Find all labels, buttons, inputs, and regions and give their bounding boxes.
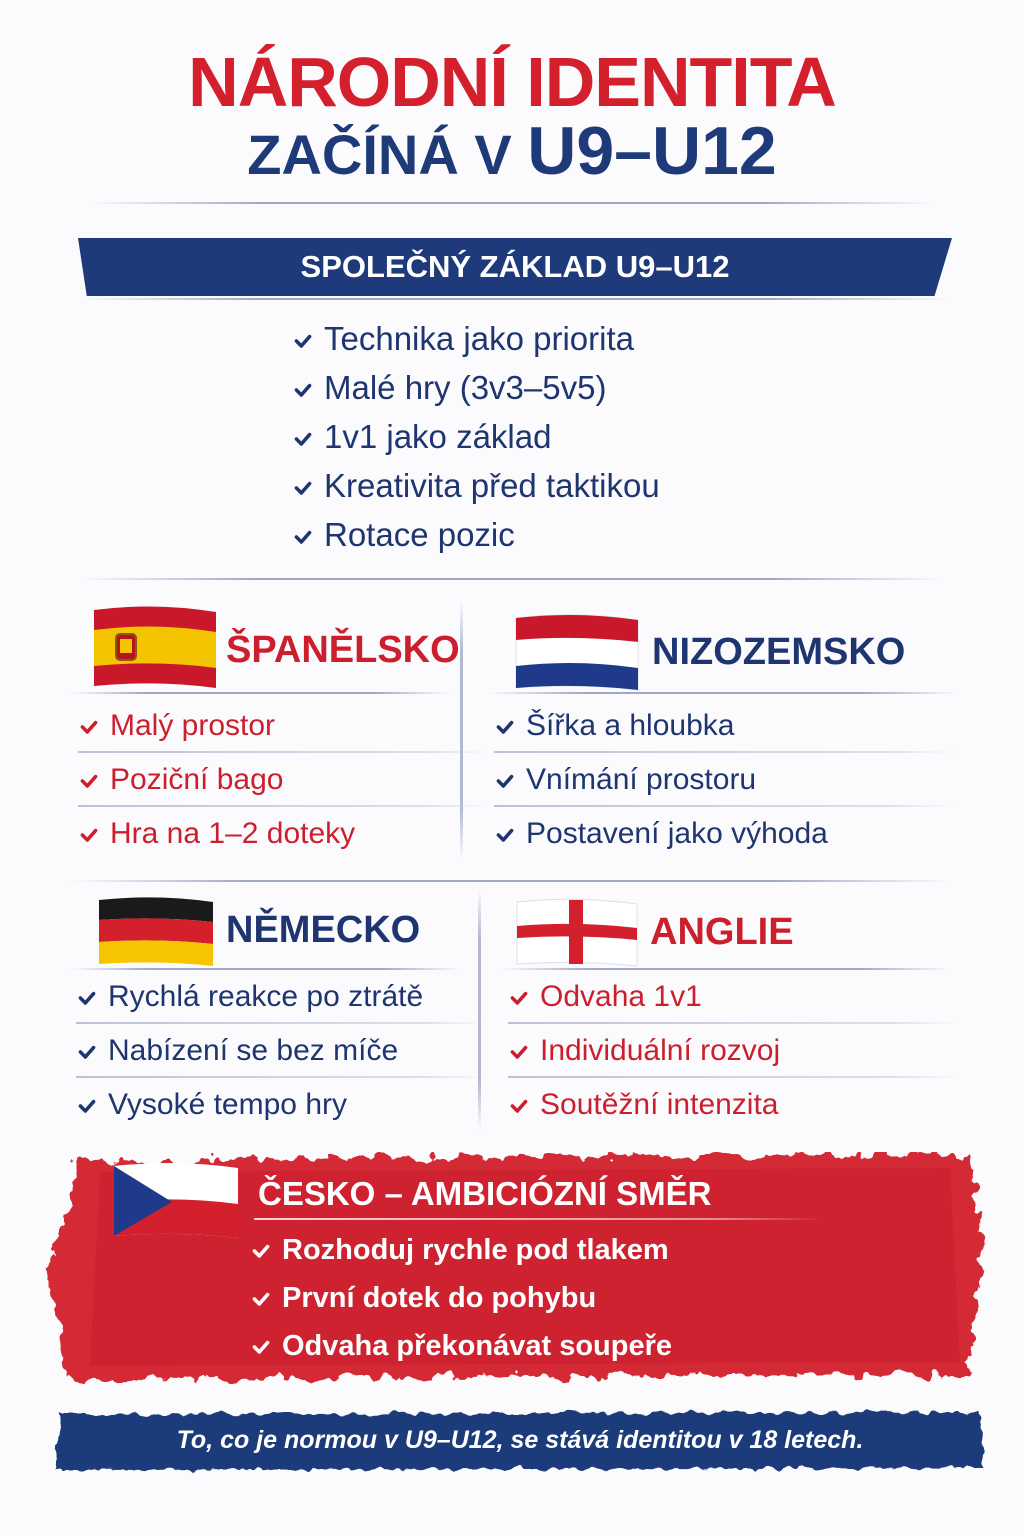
czech-title: ČESKO – AMBICIÓZNÍ SMĚR [258,1175,712,1212]
spain-list [78,699,448,861]
checkmark-icon [76,1041,98,1063]
list-item [78,753,448,807]
netherlands-divider [488,692,958,694]
column-divider [460,600,463,860]
checkmark-icon [508,1041,530,1063]
list-item [494,753,914,807]
germany-title: NĚMECKO [226,909,421,951]
list-item [292,412,660,461]
subtitle-age-range: U9–U12 [527,113,777,189]
checkmark-icon [250,1240,272,1262]
list-item [508,1024,918,1078]
section-divider [80,578,944,580]
list-item [78,699,448,753]
checkmark-icon [508,1095,530,1117]
title-divider [90,202,934,204]
spain-flag-icon [90,606,220,690]
netherlands-flag-icon [512,614,642,692]
czech-list [250,1226,672,1370]
list-item [78,807,448,861]
list-item [508,1078,918,1132]
common-base-list [292,314,660,559]
list-item-text: Nabízení se bez míče [108,1034,399,1067]
checkmark-icon [494,716,516,738]
england-title: ANGLIE [650,911,794,953]
list-item-text: 1v1 jako základ [324,418,552,455]
checkmark-icon [292,330,314,352]
list-item-text: Poziční bago [110,763,284,796]
checkmark-icon [250,1336,272,1358]
checkmark-icon [494,770,516,792]
czech-flag-icon [110,1162,242,1242]
checkmark-icon [78,716,100,738]
list-item-text: Odvaha 1v1 [540,980,702,1013]
checkmark-icon [494,824,516,846]
netherlands-list [494,699,914,861]
list-item [250,1274,672,1322]
list-item [76,1078,446,1132]
list-item-text: Vysoké tempo hry [108,1088,347,1121]
list-item-text: Postavení jako výhoda [526,817,828,850]
checkmark-icon [78,770,100,792]
list-item-text: Hra na 1–2 doteky [110,817,356,850]
netherlands-title: NIZOZEMSKO [652,631,906,673]
subtitle-prefix: ZAČÍNÁ V [247,123,528,186]
page-subtitle [0,113,1024,189]
list-item-text: Rotace pozic [324,516,515,553]
list-item-text: Kreativita před taktikou [324,467,660,504]
list-item [292,314,660,363]
list-item-text: První dotek do pohybu [282,1282,597,1314]
list-item-text: Malý prostor [110,709,276,742]
checkmark-icon [76,987,98,1009]
list-item [250,1322,672,1370]
germany-list [76,970,446,1132]
list-item-text: Technika jako priorita [324,320,634,357]
list-item-text: Malé hry (3v3–5v5) [324,369,607,406]
list-item [292,461,660,510]
list-item-text: Rozhoduj rychle pod tlakem [282,1234,669,1266]
list-item [508,970,918,1024]
checkmark-icon [76,1095,98,1117]
list-item [292,510,660,559]
banner-underline [80,298,950,300]
column-divider [478,890,481,1130]
checkmark-icon [292,526,314,548]
england-list [508,970,918,1132]
england-flag-icon [514,898,640,968]
list-item [76,1024,446,1078]
page-title: NÁRODNÍ IDENTITA [188,43,836,121]
common-base-title: SPOLEČNÝ ZÁKLAD U9–U12 [300,249,730,284]
list-item [494,699,914,753]
footer-text: To, co je normou v U9–U12, se stává identitou v 18 letech. [176,1426,864,1454]
spain-divider [70,692,450,694]
checkmark-icon [292,379,314,401]
checkmark-icon [78,824,100,846]
checkmark-icon [508,987,530,1009]
list-item [292,363,660,412]
list-item-text: Rychlá reakce po ztrátě [108,980,424,1013]
list-item [250,1226,672,1274]
checkmark-icon [250,1288,272,1310]
list-item-text: Odvaha překonávat soupeře [282,1330,673,1362]
list-item [494,807,914,861]
list-item-text: Individuální rozvoj [540,1034,781,1067]
checkmark-icon [292,477,314,499]
section-divider [70,880,950,882]
germany-flag-icon [96,896,216,968]
spain-title: ŠPANĚLSKO [226,629,460,671]
czech-divider [254,1218,824,1220]
checkmark-icon [292,428,314,450]
list-item-text: Soutěžní intenzita [540,1088,779,1121]
list-item-text: Šířka a hloubka [526,709,735,742]
list-item [76,970,446,1024]
list-item-text: Vnímání prostoru [526,763,757,796]
